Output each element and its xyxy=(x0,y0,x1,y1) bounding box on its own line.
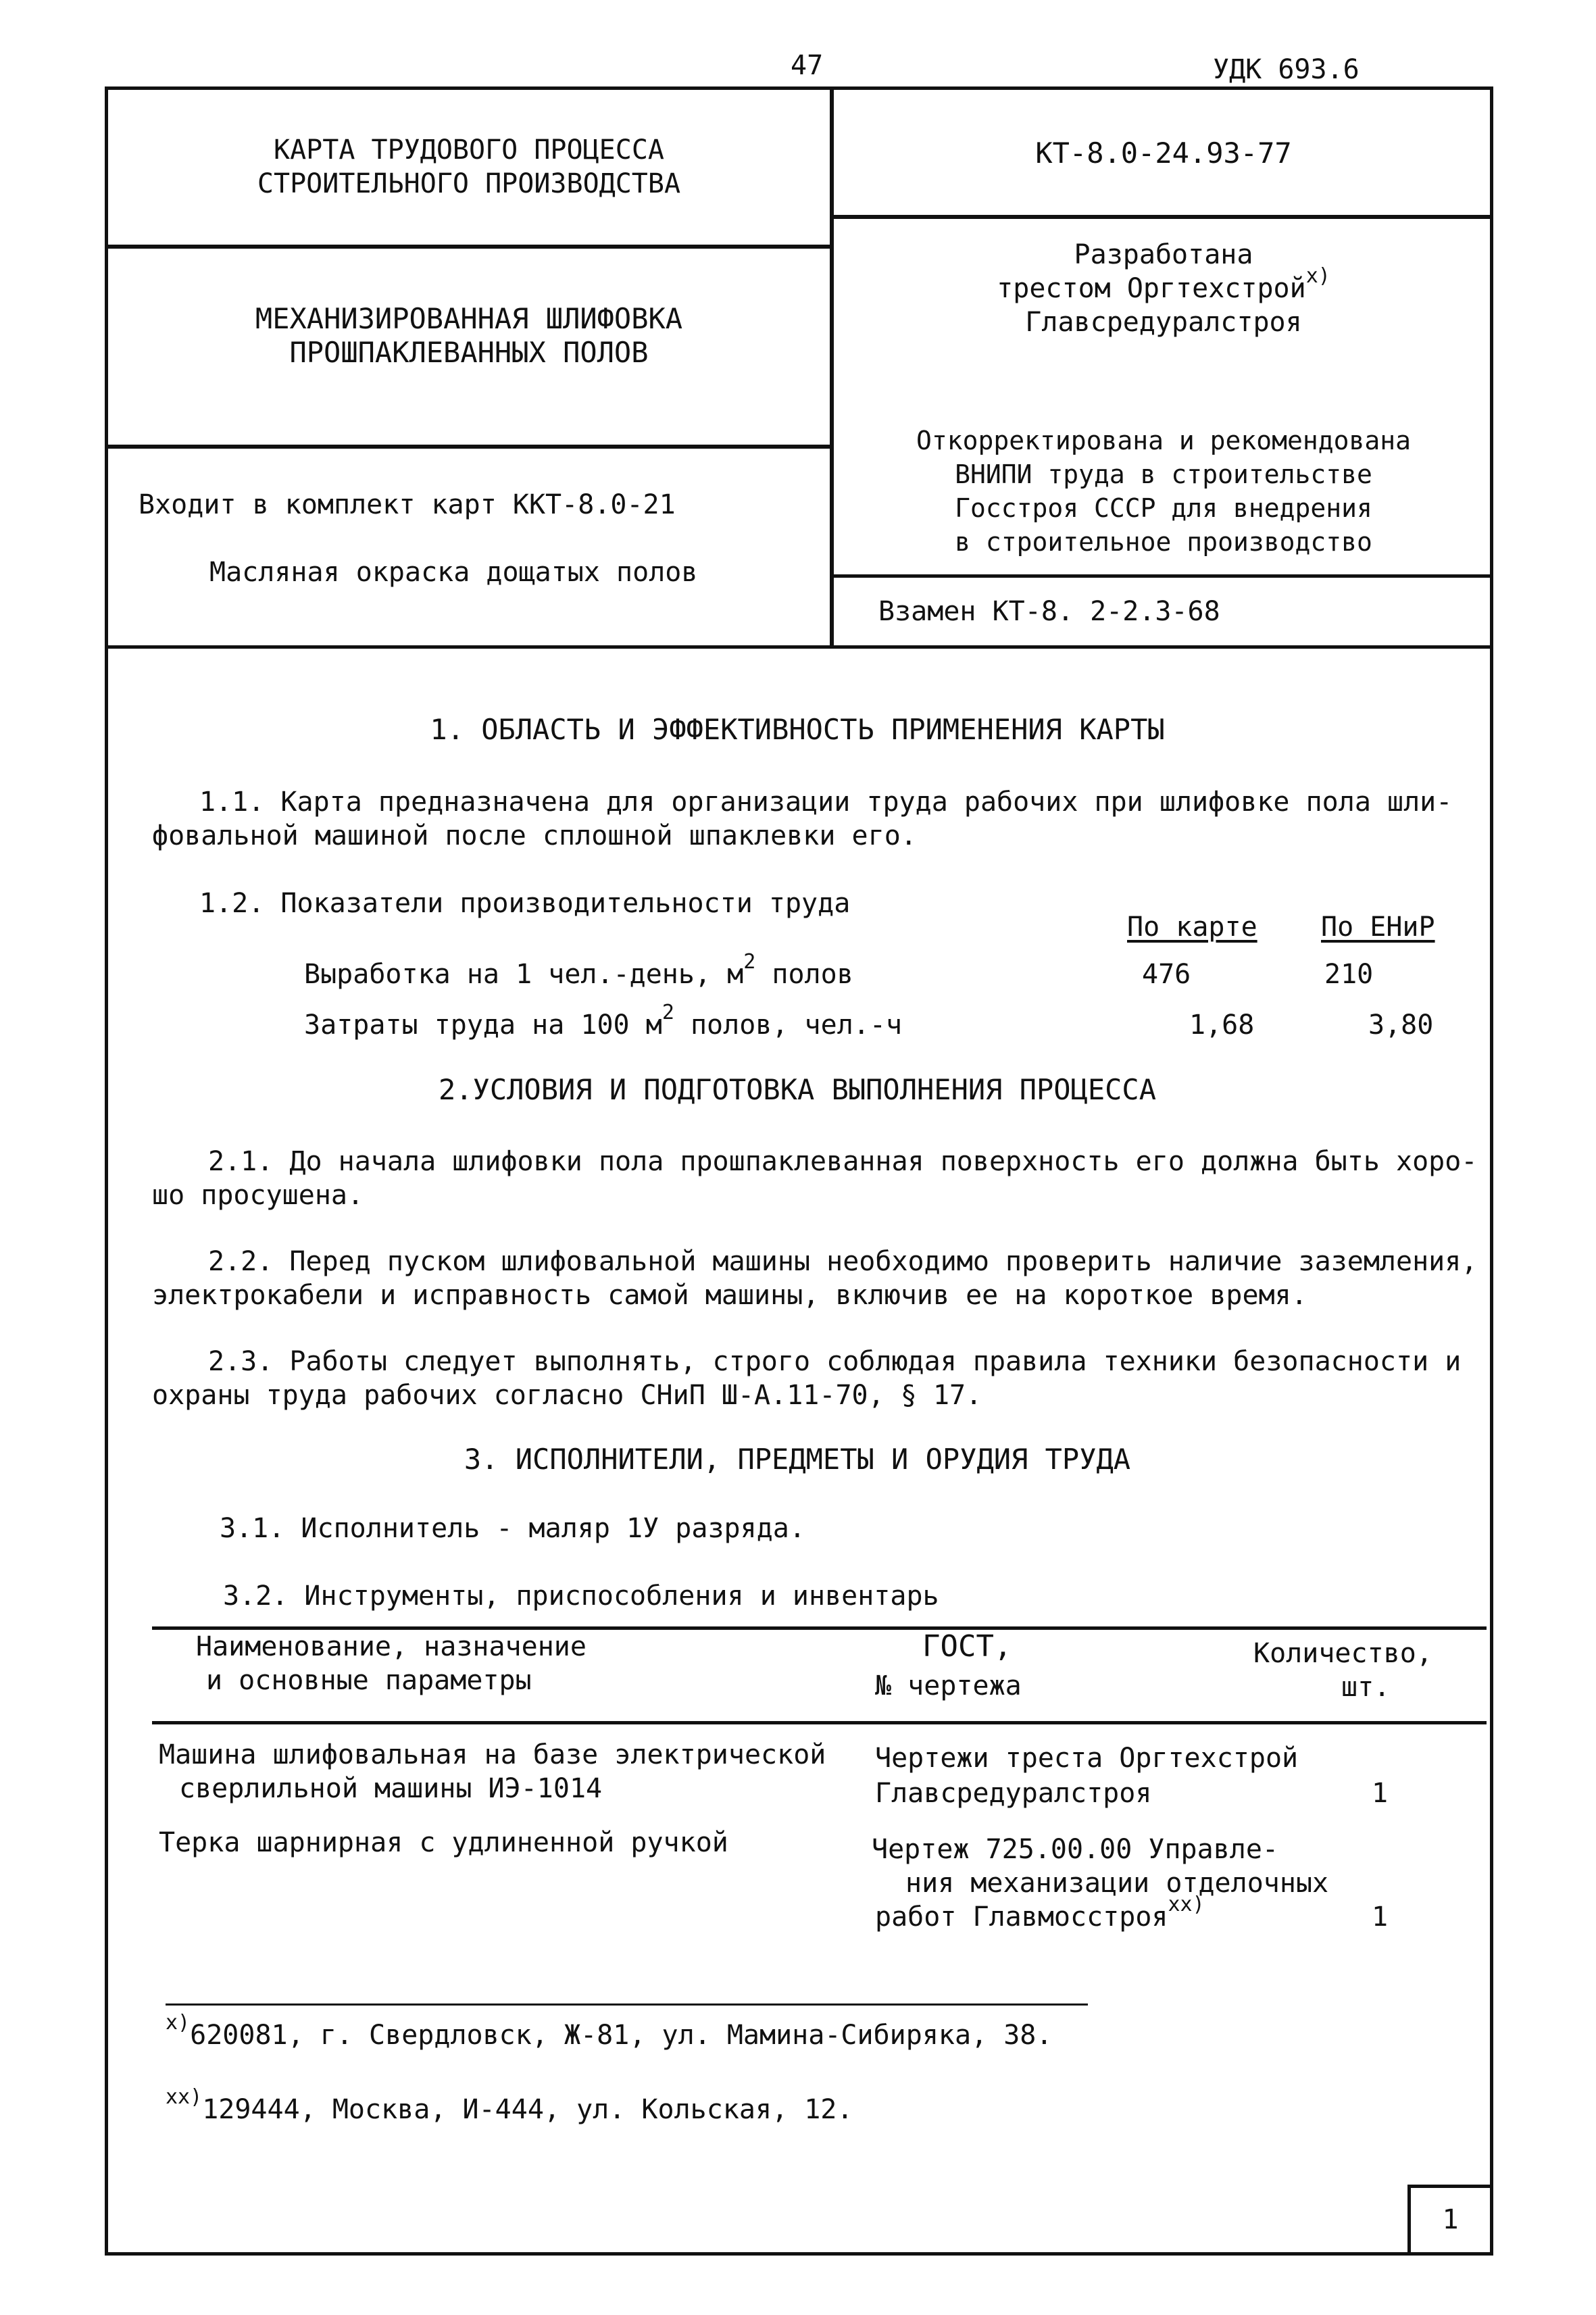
page-number: 47 xyxy=(791,50,824,81)
footnote-2-mark: xx) xyxy=(166,2085,203,2109)
udk-code: УДК 693.6 xyxy=(1213,54,1360,85)
table-header-qty-1: Количество, xyxy=(1253,1638,1432,1669)
column-by-card: По карте xyxy=(1127,912,1257,943)
card-code: КТ-8.0-24.93-77 xyxy=(1035,136,1292,170)
corrected-line-4: в строительное производство xyxy=(955,527,1372,557)
table-header-gost-1: ГОСТ, xyxy=(922,1629,1012,1664)
labor-row-label xyxy=(304,1001,903,1043)
card-type-line-2: СТРОИТЕЛЬНОГО ПРОИЗВОДСТВА xyxy=(257,168,681,199)
paragraph-3-1: 3.1. Исполнитель - маляр 1У разряда. xyxy=(220,1513,805,1544)
paragraph-1-1-line-2: фовальной машиной после сплошной шпаклевки его. xyxy=(152,820,917,851)
table-header-gost-2: № чертежа xyxy=(875,1670,1022,1701)
output-by-card: 476 xyxy=(1142,959,1191,990)
corrected-line-2: ВНИПИ труда в строительстве xyxy=(955,459,1372,489)
labor-by-card: 1,68 xyxy=(1189,1010,1255,1041)
header-line xyxy=(830,574,1493,578)
header-line xyxy=(105,245,831,249)
header-line xyxy=(105,445,831,449)
paragraph-1-1-line-1: 1.1. Карта предназначена для организации труда рабочих при шлифовке пола шли- xyxy=(199,787,1453,818)
table-header-qty-2: шт. xyxy=(1341,1672,1391,1703)
paragraph-2-3-line-1: 2.3. Работы следует выполнять, строго соблюдая правила техники безопасности и xyxy=(208,1346,1462,1377)
paragraph-2-2-line-1: 2.2. Перед пуском шлифовальной машины необходимо проверить наличие заземления, xyxy=(208,1246,1478,1277)
tool-2-gost-line-3 xyxy=(875,1893,1205,1935)
tool-1-name-line-2: сверлильной машины ИЭ-1014 xyxy=(179,1773,603,1804)
paragraph-1-2-title: 1.2. Показатели производительности труда xyxy=(199,888,851,919)
output-row-label-suffix: полов xyxy=(772,959,853,990)
corrected-line-1: Откорректирована и рекомендована xyxy=(916,426,1412,455)
footnote-1-text: 620081, г. Свердловск, Ж-81, ул. Мамина-Сибиряка, 38. xyxy=(190,2020,1053,2051)
output-by-enir: 210 xyxy=(1324,959,1374,990)
header-line xyxy=(105,645,1493,649)
card-title-line-1: МЕХАНИЗИРОВАННАЯ ШЛИФОВКА xyxy=(255,302,683,335)
replaces-label: Взамен КТ-8. 2-2.3-68 xyxy=(878,596,1220,627)
paragraph-2-1-line-1: 2.1. До начала шлифовки пола прошпаклеванная поверхность его должна быть хоро- xyxy=(208,1146,1478,1177)
paragraph-3-2: 3.2. Инструменты, приспособления и инвентарь xyxy=(223,1580,939,1612)
header-line xyxy=(830,215,1493,219)
tool-1-gost-line-2: Главсредуралстроя xyxy=(875,1778,1152,1809)
column-by-enir: По ЕНиР xyxy=(1321,912,1435,943)
footnote-1 xyxy=(166,2011,1053,2053)
tool-1-quantity: 1 xyxy=(1372,1778,1389,1809)
developed-line-3: Главсредуралстроя xyxy=(1025,307,1302,338)
section-2-title: 2.УСЛОВИЯ И ПОДГОТОВКА ВЫПОЛНЕНИЯ ПРОЦЕССА xyxy=(438,1073,1157,1106)
tool-2-footnote-mark: xx) xyxy=(1168,1893,1205,1916)
developed-line-1: Разработана xyxy=(1074,239,1253,270)
paragraph-2-2-line-2: электрокабели и исправность самой машины, включив ее на короткое время. xyxy=(152,1280,1307,1311)
output-row-label xyxy=(304,950,853,993)
paragraph-2-1-line-2: шо просушена. xyxy=(152,1180,364,1211)
section-3-title: 3. ИСПОЛНИТЕЛИ, ПРЕДМЕТЫ И ОРУДИЯ ТРУДА xyxy=(464,1443,1131,1476)
table-header-name-1: Наименование, назначение xyxy=(196,1631,587,1662)
output-row-label-text: Выработка на 1 чел.-день, м xyxy=(304,959,744,990)
set-label: Входит в комплект карт ККТ-8.0-21 xyxy=(139,489,676,520)
table-header-name-2: и основные параметры xyxy=(206,1665,532,1696)
developed-footnote-mark: x) xyxy=(1305,264,1330,288)
tool-2-gost-org: работ Главмосстроя xyxy=(875,1901,1168,1933)
tool-2-quantity: 1 xyxy=(1372,1901,1389,1933)
tool-1-gost-line-1: Чертежи треста Оргтехстрой xyxy=(875,1743,1299,1774)
labor-row-unit-power: 2 xyxy=(662,1001,674,1024)
set-name: Масляная окраска дощатых полов xyxy=(209,557,698,588)
tool-1-name-line-1: Машина шлифовальная на базе электрической xyxy=(159,1739,826,1770)
paragraph-2-3-line-2: охраны труда рабочих согласно СНиП Ш-А.11-70, § 17. xyxy=(152,1380,982,1411)
card-title-line-2: ПРОШПАКЛЕВАННЫХ ПОЛОВ xyxy=(289,336,649,369)
labor-by-enir: 3,80 xyxy=(1368,1010,1434,1041)
labor-row-label-text: Затраты труда на 100 м xyxy=(304,1010,662,1041)
developed-org: трестом Оргтехстрой xyxy=(997,273,1306,304)
footnote-2 xyxy=(166,2085,853,2128)
sheet-number: 1 xyxy=(1442,2204,1459,2235)
card-type-line-1: КАРТА ТРУДОВОГО ПРОЦЕССА xyxy=(274,134,664,166)
labor-row-label-suffix: полов, чел.-ч xyxy=(690,1010,903,1041)
output-row-unit-power: 2 xyxy=(743,950,756,974)
corrected-line-3: Госстроя СССР для внедрения xyxy=(955,493,1372,523)
developed-line-2 xyxy=(834,264,1493,307)
tool-2-gost-line-1: Чертеж 725.00.00 Управле- xyxy=(872,1834,1279,1865)
footnote-1-mark: x) xyxy=(166,2011,191,2035)
footnote-2-text: 129444, Москва, И-444, ул. Кольская, 12. xyxy=(202,2094,853,2125)
tool-2-name-line-1: Терка шарнирная с удлиненной ручкой xyxy=(159,1827,728,1858)
table-header-rule xyxy=(152,1721,1487,1724)
footnote-rule xyxy=(166,2003,1088,2006)
tool-2-gost-line-2: ния механизации отделочных xyxy=(905,1868,1329,1899)
section-1-title: 1. ОБЛАСТЬ И ЭФФЕКТИВНОСТЬ ПРИМЕНЕНИЯ КАРТЫ xyxy=(430,713,1165,746)
